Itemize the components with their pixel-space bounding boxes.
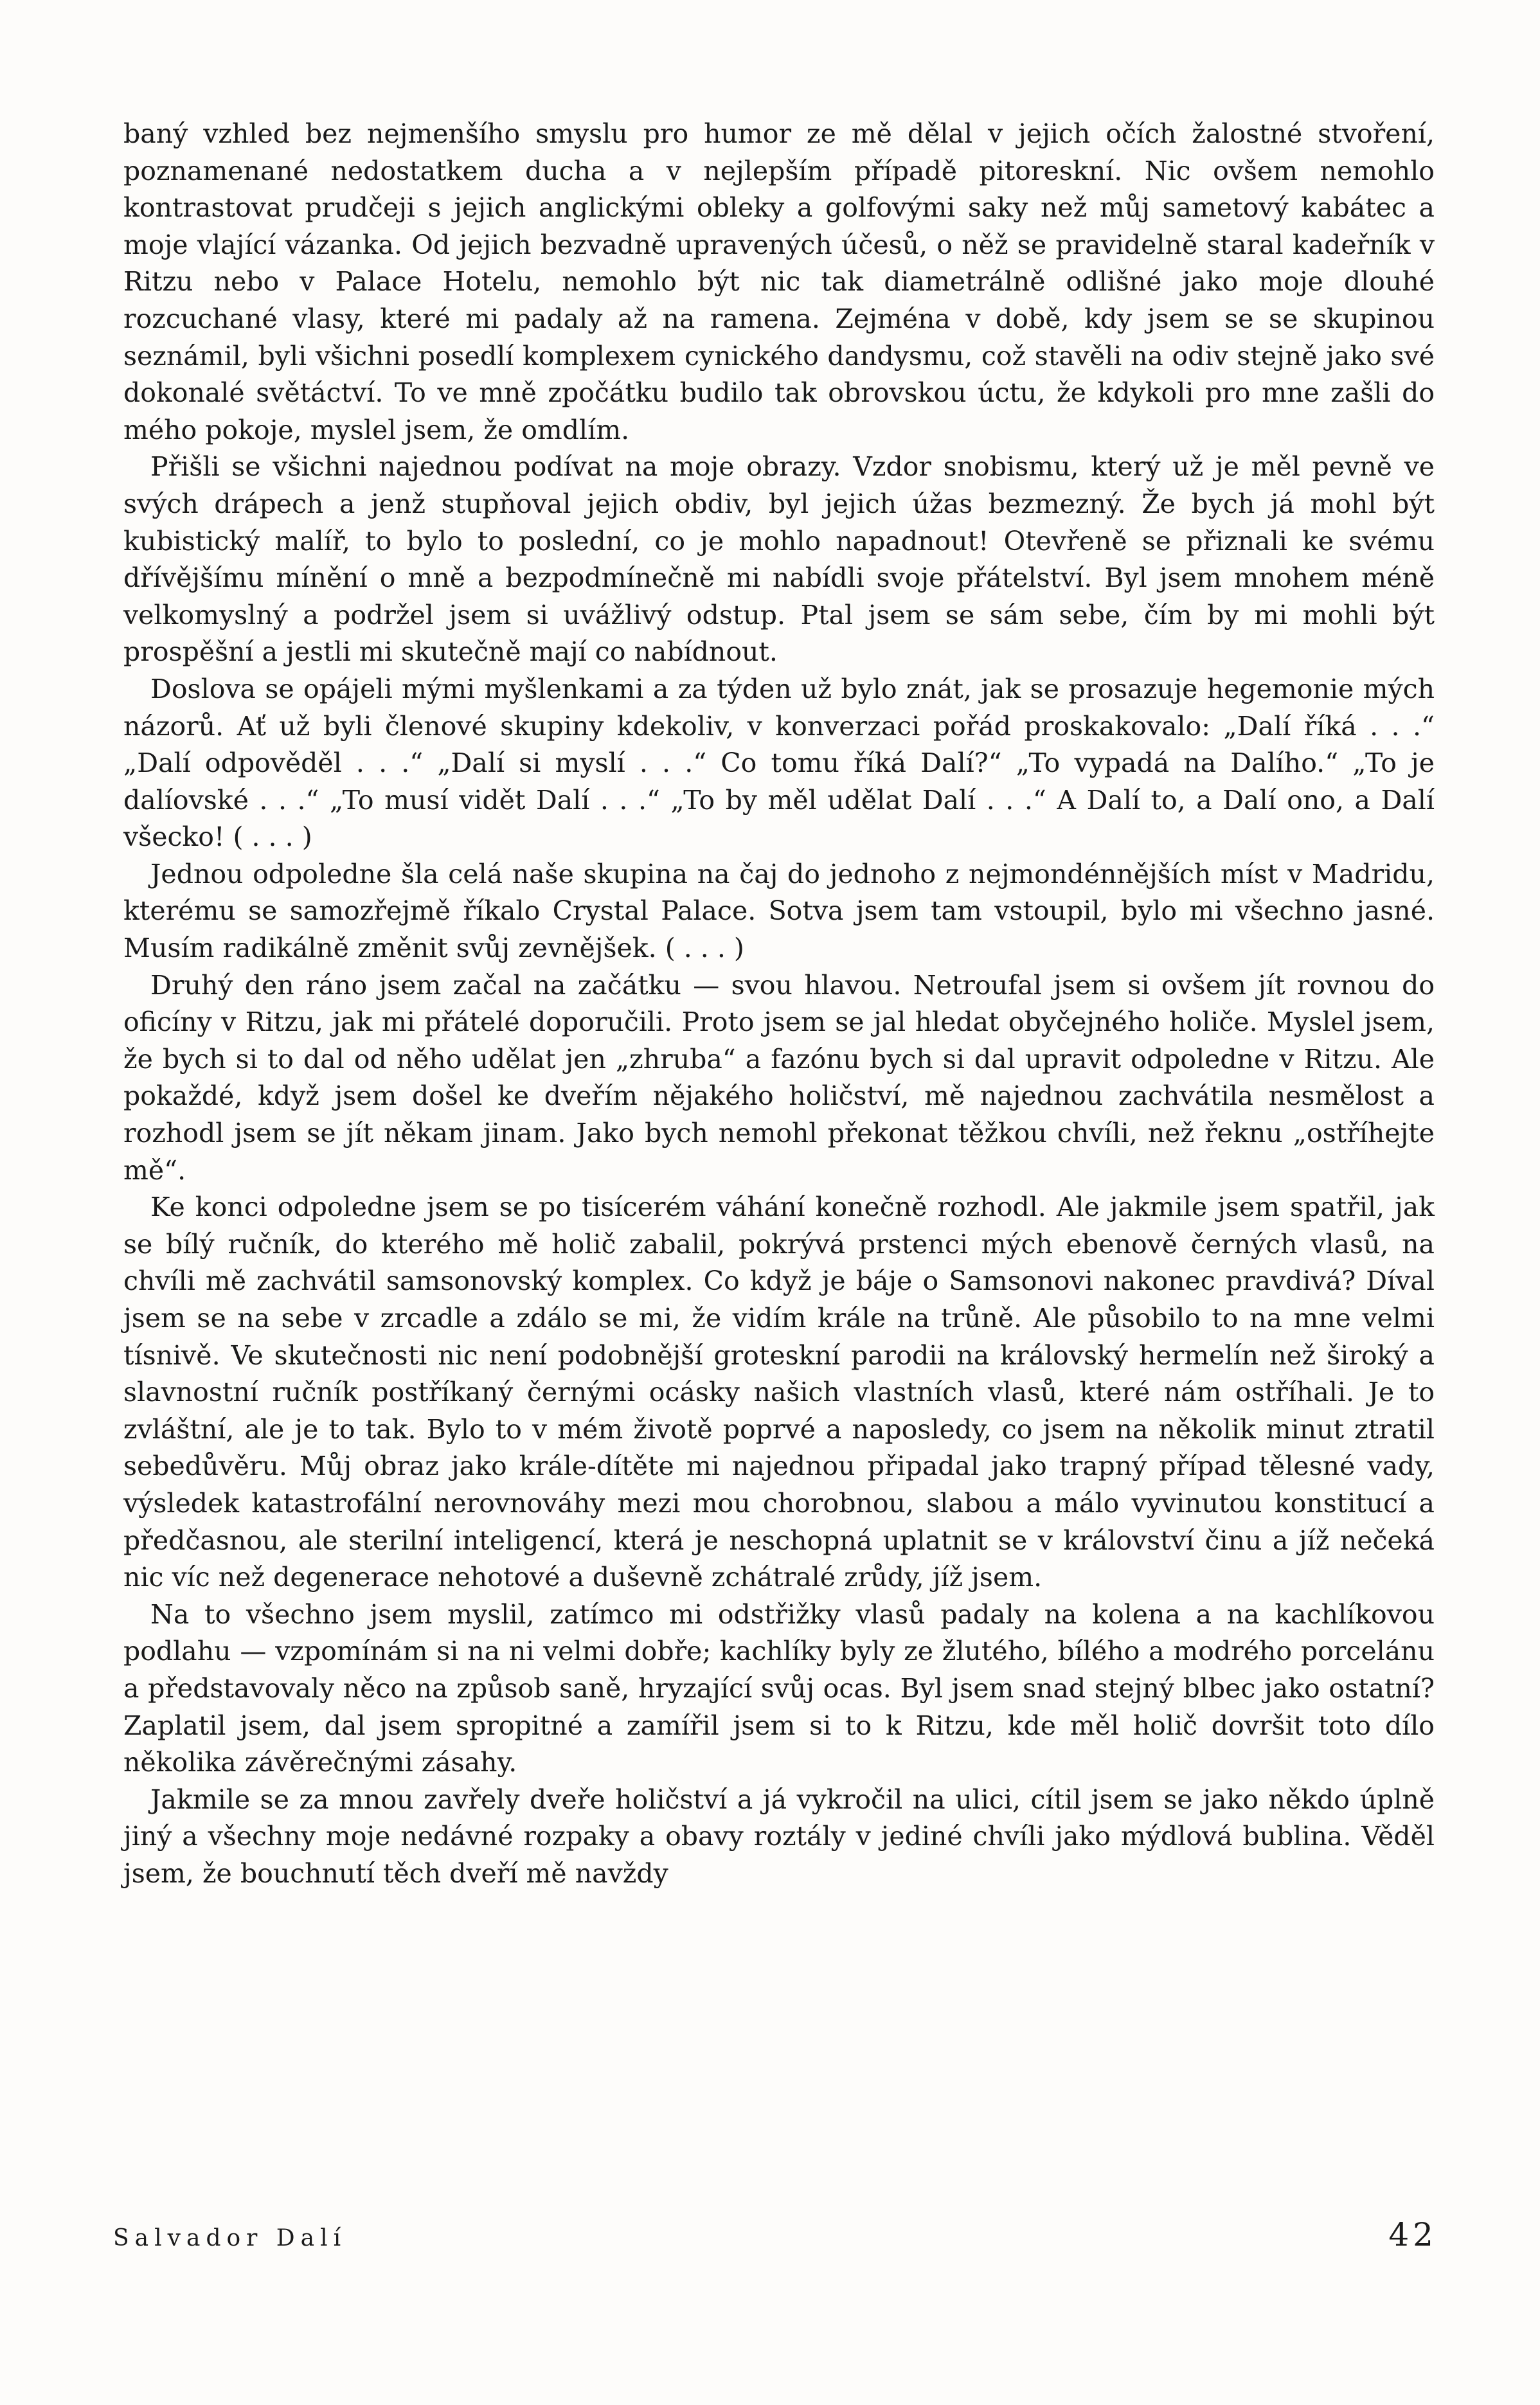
- paragraph-7: Na to všechno jsem myslil, zatímco mi odstřižky vlasů padaly na kolena a na kachlíkovou podlahu — vzpomínám si na ni velmi dobře; kachlíky byly ze žlutého, bílého a modrého porcelánu a představovaly něco na způsob saně, hryzající svůj ocas. Byl jsem snad stejný blbec jako ostatní? Zaplatil jsem, dal jsem spropitné a zamířil jsem si to k Ritzu, kde měl holič dovršit toto dílo několika závěrečnými zásahy.: [123, 1598, 1435, 1778]
- paragraph-5: Druhý den ráno jsem začal na začátku — svou hlavou. Netroufal jsem si ovšem jít rovnou do oficíny v Ritzu, jak mi přátelé doporučili. Proto jsem se jal hledat obyčejného holiče. Myslel jsem, že bych si to dal od něho udělat jen „zhruba“ a fazónu bych si dal upravit odpoledne v Ritzu. Ale pokaždé, když jsem došel ke dveřím nějakého holičství, mě najednou zachvátila nesmělost a rozhodl jsem se jít někam jinam. Jako bych nemohl překonat těžkou chvíli, než řeknu „ostříhejte mě“.: [123, 969, 1435, 1186]
- paragraph-6: Ke konci odpoledne jsem se po tisícerém váhání konečně rozhodl. Ale jakmile jsem spatřil, jak se bílý ručník, do kterého mě holič zabalil, pokrývá prstenci mých ebenově černých vlasů, na chvíli mě zachvátil samsonovský komplex. Co když je báje o Samsonovi nakonec pravdivá? Díval jsem se na sebe v zrcadle a zdálo se mi, že vidím krále na trůně. Ale působilo to na mne velmi tísnivě. Ve skutečnosti nic není podobnější groteskní parodii na královský hermelín než široký a slavnostní ručník postříkaný černými ocásky našich vlastních vlasů, které nám ostříhali. Je to zvláštní, ale je to tak. Bylo to v mém životě poprvé a naposledy, co jsem na několik minut ztratil sebedůvěru. Můj obraz jako krále-dítěte mi najednou připadal jako trapný případ tělesné vady, výsledek katastrofální nerovnováhy mezi mou chorobnou, slabou a málo vyvinutou konstitucí a předčasnou, ale sterilní inteligencí, která je neschopná uplatnit se v království činu a jíž nečeká nic víc než degenerace nehotové a duševně zchátralé zrůdy, jíž jsem.: [123, 1192, 1435, 1593]
- body-text: [123, 116, 1435, 1893]
- running-footer-author: Salvador Dalí: [113, 2225, 347, 2251]
- paragraph-8: Jakmile se za mnou zavřely dveře holičství a já vykročil na ulici, cítil jsem se jako někdo úplně jiný a všechny moje nedávné rozpaky a obavy roztály v jediné chvíli jako mýdlová bublina. Věděl jsem, že bouchnutí těch dveří mě navždy: [123, 1784, 1435, 1889]
- paragraph-2: Přišli se všichni najednou podívat na moje obrazy. Vzdor snobismu, který už je měl pevně ve svých drápech a jenž stupňoval jejich obdiv, byl jejich úžas bezmezný. Že bych já mohl být kubistický malíř, to bylo to poslední, co je mohlo napadnout! Otevřeně se přiznali ke svému dřívějšímu mínění o mně a bezpodmínečně mi nabídli svoje přátelství. Byl jsem mnohem méně velkomyslný a podržel jsem si uvážlivý odstup. Ptal jsem se sám sebe, čím by mi mohli být prospěšní a jestli mi skutečně mají co nabídnout.: [123, 451, 1435, 668]
- page-footer: [113, 2216, 1437, 2261]
- paragraph-1: baný vzhled bez nejmenšího smyslu pro humor ze mě dělal v jejich očích žalostné stvoření, poznamenané nedostatkem ducha a v nejlepším případě pitoreskní. Nic ovšem nemohlo kontrastovat prudčeji s jejich anglickými obleky a golfovými saky než můj sametový kabátec a moje vlající vázanka. Od jejich bezvadně upravených účesů, o něž se pravidelně staral kadeřník v Ritzu nebo v Palace Hotelu, nemohlo být nic tak diametrálně odlišné jako moje dlouhé rozcuchané vlasy, které mi padaly až na ramena. Zejména v době, kdy jsem se se skupinou seznámil, byli všichni posedlí komplexem cynického dandysmu, což stavěli na odiv stejně jako své dokonalé světáctví. To ve mně zpočátku budilo tak obrovskou úctu, že kdykoli pro mne zašli do mého pokoje, myslel jsem, že omdlím.: [123, 118, 1435, 445]
- paragraph-3: Doslova se opájeli mými myšlenkami a za týden už bylo znát, jak se prosazuje hegemonie mých názorů. Ať už byli členové skupiny kdekoliv, v konverzaci pořád proskakovalo: „Dalí říká . . .“ „Dalí odpověděl . . .“ „Dalí si myslí . . .“ Co tomu říká Dalí?“ „To vypadá na Dalího.“ „To je dalíovské . . .“ „To musí vidět Dalí . . .“ „To by měl udělat Dalí . . .“ A Dalí to, a Dalí ono, a Dalí všecko! ( . . . ): [123, 673, 1435, 853]
- paragraph-4: Jednou odpoledne šla celá naše skupina na čaj do jednoho z nejmondénnějších míst v Madridu, kterému se samozřejmě říkalo Crystal Palace. Sotva jsem tam vstoupil, bylo mi všechno jasné. Musím radikálně změnit svůj zevnějšek. ( . . . ): [123, 858, 1435, 964]
- page-number: 42: [1388, 2216, 1437, 2253]
